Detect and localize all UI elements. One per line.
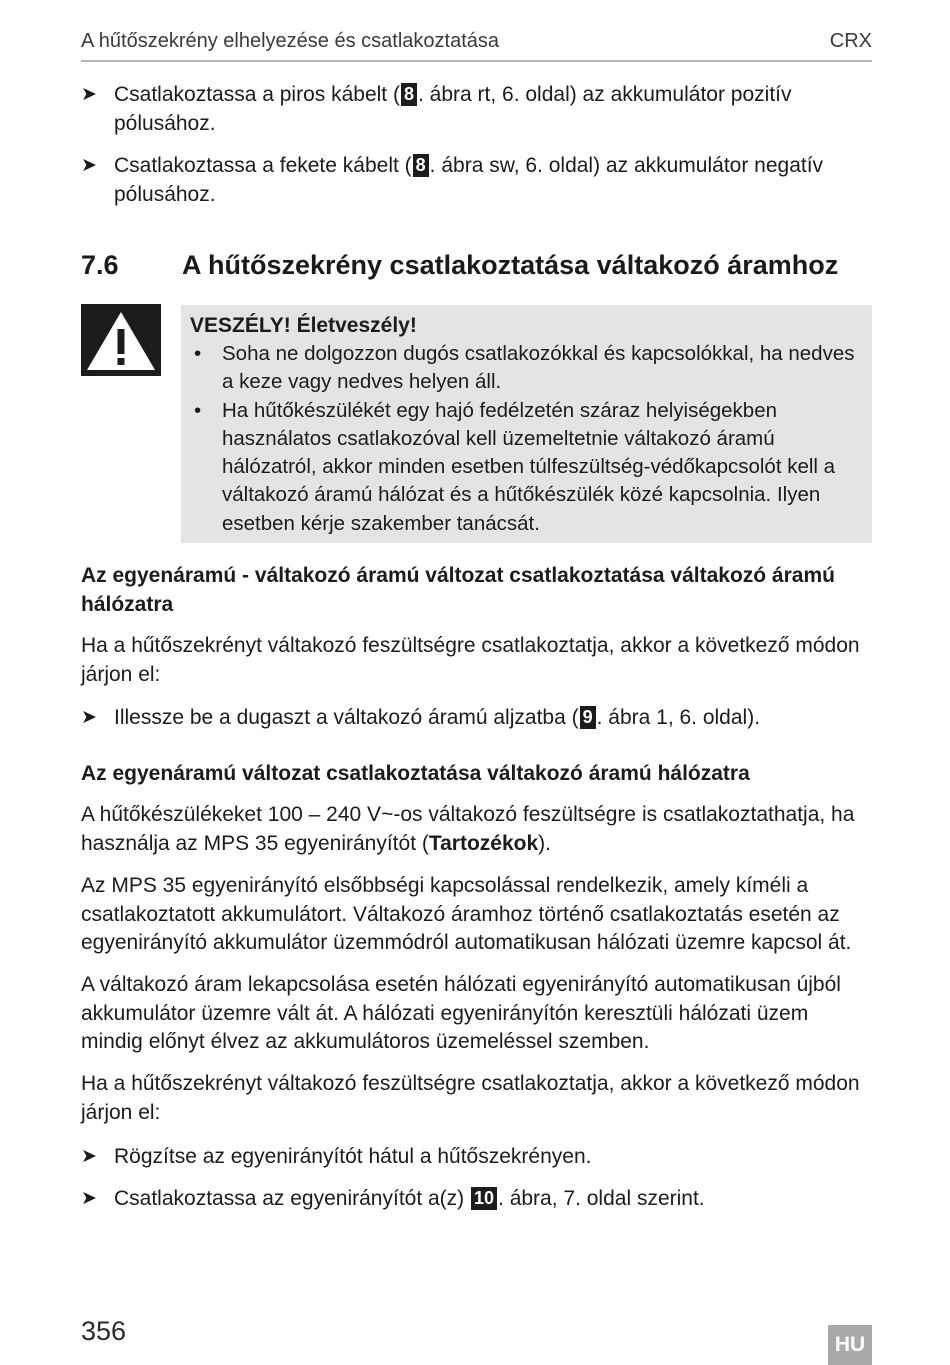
arrow-bullet-icon: ➤: [81, 1188, 97, 1209]
bullet-text: Csatlakoztassa a fekete kábelt ( 8 . ábra sw, 6. oldal) az akkumulátor negatív pólusához.: [114, 154, 824, 206]
warning-item-text: Ha hűtőkészülékét egy hajó fedélzetén száraz helyiségekben használatos csatlakozóval kell üzemeltetnie váltakozó áramú hálózatról, akkor minden esetben túlfeszültség-védőkapcsolót kell a váltakozó áramú hálózat és a hűtőkészülék közé kapcsolnia. Ilyen esetben kérje szakember tanácsát.: [222, 398, 836, 535]
subsection-heading: Az egyenáramú változat csatlakoztatása váltakozó áramú hálózatra: [81, 762, 750, 785]
bullet-text: Csatlakoztassa az egyenirányítót a(z) 10 . ábra, 7. oldal szerint.: [114, 1187, 705, 1210]
bullet-text: Rögzítse az egyenirányítót hátul a hűtőszekrényen.: [114, 1145, 592, 1168]
ac-symbol: ~: [381, 803, 394, 826]
bullet-text: Csatlakoztassa a piros kábelt ( 8 . ábra rt, 6. oldal) az akkumulátor pozitív pólusához.: [114, 83, 792, 135]
section-title: A hűtőszekrény csatlakoztatása váltakozó áramhoz: [182, 250, 839, 280]
figure-ref: 9: [580, 706, 596, 729]
figure-ref: 10: [471, 1187, 497, 1210]
list-item: [81, 703, 871, 732]
list-item: [81, 1142, 871, 1171]
list-item: [81, 151, 871, 209]
bullet-dot-icon: •: [194, 342, 202, 365]
warning-item: [190, 397, 862, 538]
warning-item-text: Soha ne dolgozzon dugós csatlakozókkal és kapcsolókkal, ha nedves a keze vagy nedves helyen áll.: [222, 342, 855, 394]
running-header: [81, 30, 872, 62]
subsection-heading: Az egyenáramú - váltakozó áramú változat csatlakoztatása váltakozó áramú hálózatra: [81, 564, 835, 616]
header-product: CRX: [829, 30, 872, 52]
bullet-dot-icon: •: [194, 398, 202, 422]
list-item: [81, 1184, 871, 1213]
warning-box: [181, 305, 872, 543]
paragraph: A váltakozó áram lekapcsolása esetén hálózati egyenirányító automatikusan újból akkumulátor üzemre vált át. A hálózati egyenirányítón keresztüli hálózati üzem mindig előnyt élvez az akkumulátoros üzemeléssel szemben.: [81, 973, 841, 1053]
arrow-bullet-icon: ➤: [81, 84, 97, 105]
section-number: 7.6: [81, 250, 119, 280]
warning-triangle-icon: [81, 304, 161, 376]
header-title: A hűtőszekrény elhelyezése és csatlakoztatása: [81, 30, 500, 52]
section-heading: [81, 250, 838, 281]
arrow-bullet-icon: ➤: [81, 1146, 97, 1167]
paragraph: A hűtőkészülékeket 100 – 240 V~-os váltakozó feszültségre is csatlakoztathatja, ha használja az MPS 35 egyenirányítót (Tartozékok).: [81, 803, 855, 855]
language-badge: HU: [828, 1325, 872, 1365]
list-item: [81, 80, 871, 138]
arrow-bullet-icon: ➤: [81, 707, 97, 728]
figure-ref: 8: [401, 83, 417, 106]
warning-item: [190, 340, 862, 397]
paragraph: Az MPS 35 egyenirányító elsőbbségi kapcsolással rendelkezik, amely kíméli a csatlakoztatott akkumulátort. Váltakozó áramhoz történő csatlakoztatás esetén az egyenirányító akkumulátor üzemmódról automatikusan hálózati üzemre kapcsol át.: [81, 874, 852, 954]
paragraph: Ha a hűtőszekrényt váltakozó feszültségre csatlakoztatja, akkor a következő módon járjon el:: [81, 634, 860, 686]
arrow-bullet-icon: ➤: [81, 155, 97, 176]
page-number: 356: [81, 1316, 127, 1346]
paragraph: Ha a hűtőszekrényt váltakozó feszültségre csatlakoztatja, akkor a következő módon járjon el:: [81, 1072, 860, 1124]
warning-title: VESZÉLY! Életveszély!: [190, 314, 417, 337]
bullet-text: Illessze be a dugaszt a váltakozó áramú aljzatba ( 9 . ábra 1, 6. oldal).: [114, 706, 761, 729]
figure-ref: 8: [413, 154, 429, 177]
